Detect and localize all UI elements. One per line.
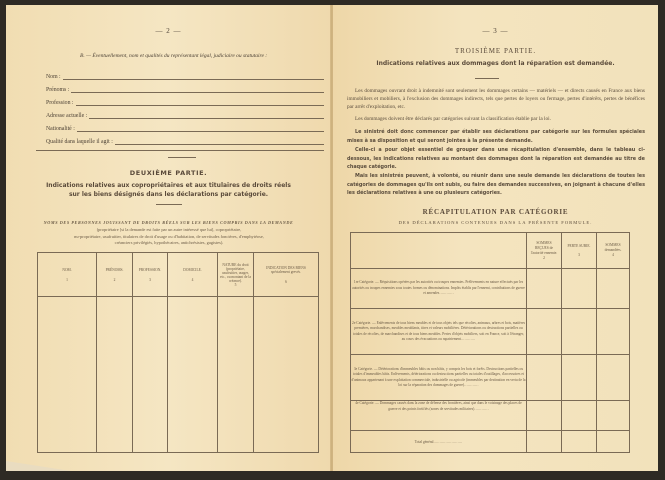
col-header-profession: PROFESSION. 3 <box>133 253 168 297</box>
table-cell[interactable] <box>97 297 133 453</box>
col-header-domicile: DOMICILE. 4 <box>168 253 218 297</box>
total-label: Total général…………………… <box>351 431 527 453</box>
fill-line <box>71 87 324 93</box>
table-cell[interactable] <box>562 269 597 309</box>
fill-line <box>76 100 324 106</box>
table-caption-note <box>14 227 324 247</box>
separator-rule <box>156 204 182 205</box>
field-profession[interactable] <box>46 98 324 106</box>
total-cell[interactable] <box>527 431 562 453</box>
table-cell[interactable] <box>562 309 597 355</box>
table-row <box>38 297 319 453</box>
table-row <box>351 401 630 431</box>
table-row <box>351 309 630 355</box>
table-cell[interactable] <box>133 297 168 453</box>
table-row <box>351 269 630 309</box>
table-cell[interactable] <box>527 355 562 401</box>
recap-title: RÉCAPITULATION PAR CATÉGORIE <box>422 208 569 216</box>
section-b-heading: B. — Éventuellement, nom et qualités du représentant légal, judiciaire ou statutaire : <box>80 53 268 59</box>
paragraph-3: Le sinistré doit donc commencer par établir ses déclarations par catégorie sur les formules spéciales mises à sa disposition et qui seront jointes à la présente demande. <box>347 129 645 144</box>
field-prenoms[interactable] <box>46 85 324 93</box>
page-number: — 2 — <box>155 27 182 35</box>
field-label: Qualité dans laquelle il agit : <box>46 139 113 145</box>
fill-line <box>63 74 324 80</box>
table-cell[interactable] <box>597 269 630 309</box>
table-cell[interactable] <box>597 401 630 431</box>
paragraph-5: Mais les sinistrés peuvent, à volonté, ou réunir dans une seule demande les déclarations de toutes les catégories de dommages qu'ils ont subis, ou faire des demandes successives, en joignant à chacune d'elles les déclarations relatives à une ou plusieurs catégories. <box>347 173 645 196</box>
table-cell[interactable] <box>527 309 562 355</box>
table-cell[interactable] <box>218 297 254 453</box>
field-qualite[interactable] <box>46 137 324 145</box>
total-cell[interactable] <box>597 431 630 453</box>
field-label: Profession : <box>46 100 74 106</box>
table-cell[interactable] <box>562 401 597 431</box>
subtitle-line-2: sur les biens désignés dans les déclarations par catégorie. <box>68 191 269 198</box>
table-header-row <box>38 253 319 297</box>
category-1: 1re Catégorie. — Réquisitions opérées par les autorités ou troupes ennemies. Prélèvements en nature effectués par les autorités ou troupes ennemies sous toutes formes ou dénominations. Impôts établis par l'ennemi, contributions de guerre et amendes………… <box>351 269 527 309</box>
category-4: 4e Catégorie. — Dommages causés dans la zone de défense des frontières, ainsi que dans le voisinage des places de guerre et des points fortifiés (zones de servitudes militaires)………… <box>351 401 527 431</box>
note-line: nu-propriétaire, usufruitier, titulaires de droit d'usage ou d'habitation, de servitudes foncières, d'emphytéose, <box>74 233 264 239</box>
col-header-nature-droit: NATURE du droit (propriétaire, usufruitier, usager, etc., ou montant de la créance). 5 <box>218 253 254 297</box>
separator-rule <box>168 157 196 158</box>
field-label: Adresse actuelle : <box>46 113 88 119</box>
field-nom[interactable] <box>46 72 324 80</box>
left-page <box>6 5 331 471</box>
note-line: (propriétaire [si la demande est faite par un autre intéressé que lui], copropriétaire, <box>96 227 242 232</box>
table-caption: NOMS DES PERSONNES JOUISSANT DE DROITS RÉELS SUR LES BIENS COMPRIS DANS LA DEMANDE <box>43 220 294 225</box>
recap-table <box>350 232 630 453</box>
rights-holders-table <box>37 252 319 453</box>
separator-rule <box>475 78 499 79</box>
field-adresse[interactable] <box>46 111 324 119</box>
part-three-title: TROISIÈME PARTIE. <box>454 47 537 55</box>
continuation-line <box>36 150 324 151</box>
col-header-sommes-recues: SOMMES REÇUES de l'autorité ennemie. 2 <box>527 233 562 269</box>
table-row <box>351 355 630 401</box>
fill-line <box>77 126 324 132</box>
table-cell[interactable] <box>597 355 630 401</box>
total-cell[interactable] <box>562 431 597 453</box>
col-header-category <box>351 233 527 269</box>
col-header-perte-subie: PERTE SUBIE. 3 <box>562 233 597 269</box>
right-page <box>333 5 658 471</box>
total-row <box>351 431 630 453</box>
table-cell[interactable] <box>527 269 562 309</box>
category-3: 3e Catégorie. — Détériorations d'immeubles bâtis ou non bâtis, y compris les bois et forêts. Destructions partielles ou totales d'immeubles bâtis. Enlèvements, détériorations ou destructions partielles ou totales d'outillages, d'accessoires et d'animaux appartenant à une exploitation commerciale, industrielle ou agricole (immeubles par destination en vertu de la loi sur la réparation des dommages de guerre)………… <box>351 355 527 401</box>
recap-subtitle: DES DÉCLARATIONS CONTENUES DANS LA PRÉSENTE FORMULE. <box>398 220 593 225</box>
category-2: 2e Catégorie. — Enlèvements de tous biens meubles et de tous objets tels que récoltes, animaux, arbres et bois, matières premières, marchandises, meubles meublants, titres et valeurs mobilières. Détériorations ou destructions partielles ou totales de récoltes, de marchandises et de tous biens meubles. Pertes d'objets mobiliers, soit en France, soit à l'étranger, au cours des évacuations ou rapatriement………… <box>351 309 527 355</box>
subtitle-line-1: Indications relatives aux copropriétaires et aux titulaires de droits réels <box>46 182 291 189</box>
table-cell[interactable] <box>597 309 630 355</box>
table-cell[interactable] <box>254 297 319 453</box>
paragraph-4: Celle-ci a pour objet essentiel de grouper dans une récapitulation d'ensemble, dans le tableau ci-dessous, les indications relatives au montant des dommages dont la réparation est demandée au titre de chaque catégorie. <box>347 147 645 170</box>
fill-line <box>115 139 324 145</box>
field-label: Nationalité : <box>46 126 75 132</box>
col-header-sommes-demandees: SOMMES demandées. 4 <box>597 233 630 269</box>
part-two-subtitle <box>6 181 331 199</box>
field-label: Prénoms : <box>46 87 70 93</box>
table-cell[interactable] <box>38 297 97 453</box>
paragraph-2: Les dommages doivent être déclarés par catégories suivant la classification établie par la loi. <box>355 116 551 122</box>
note-line: créanciers privilégiés, hypothécaires, antichrésistes, gagistes). <box>114 240 224 245</box>
table-cell[interactable] <box>527 401 562 431</box>
col-header-indication-biens: INDICATION DES BIENS spécialement grevés. 6 <box>254 253 319 297</box>
col-header-nom: NOM. 1 <box>38 253 97 297</box>
table-cell[interactable] <box>168 297 218 453</box>
paragraph-1: Les dommages ouvrant droit à indemnité sont seulement les dommages certains — matériels — et directs causés en France aux biens immobiliers et mobiliers, à l'exclusion des dommages indirects, tels que pertes de loyers ou fermage, pertes d'intérêts, pertes de bénéfices par arrêt d'exploitation, etc. <box>347 88 645 110</box>
page-number: — 3 — <box>482 27 509 35</box>
recap-header-row <box>351 233 630 269</box>
part-three-subtitle: Indications relatives aux dommages dont la réparation est demandée. <box>376 60 615 67</box>
fill-line <box>89 113 324 119</box>
part-two-title: DEUXIÈME PARTIE. <box>129 169 208 177</box>
field-label: Nom : <box>46 74 61 80</box>
col-header-prenoms: PRÉNOMS. 2 <box>97 253 133 297</box>
field-nationalite[interactable] <box>46 124 324 132</box>
table-cell[interactable] <box>562 355 597 401</box>
